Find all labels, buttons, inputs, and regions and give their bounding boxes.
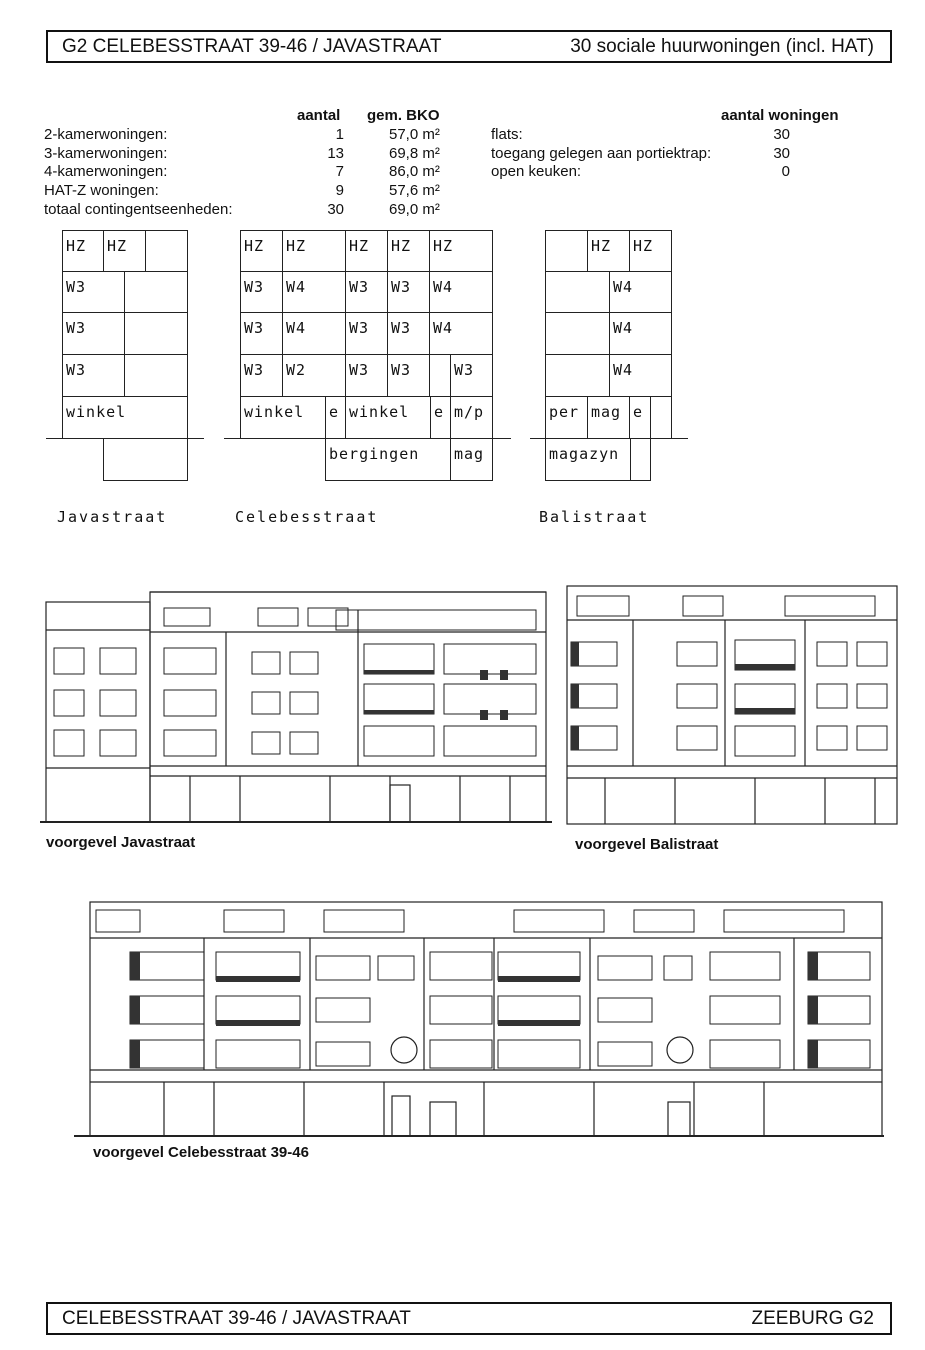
cell-hz: HZ <box>103 230 146 272</box>
row-aantal: 9 <box>335 182 344 199</box>
row-aantal: 1 <box>335 126 344 143</box>
cell-w3: W3 <box>387 271 430 313</box>
ground-line <box>530 438 688 439</box>
cell-empty <box>124 271 188 313</box>
cell-empty <box>545 354 610 397</box>
row-bko: 57,0 m² <box>389 126 440 143</box>
side-row-value: 0 <box>781 163 790 180</box>
ground-line <box>224 438 511 439</box>
cell-empty <box>545 271 610 313</box>
cell-winkel: winkel <box>62 396 188 439</box>
cell-empty <box>124 312 188 355</box>
cell-w4: W4 <box>609 354 672 397</box>
col-bko-header: gem. BKO <box>367 107 440 124</box>
street-celebes: Celebesstraat <box>235 508 379 526</box>
elevation-balistraat <box>565 580 905 830</box>
cell-mag: mag <box>450 438 493 481</box>
row-label: 2-kamerwoningen: <box>44 126 168 143</box>
side-row-label: open keuken: <box>491 163 582 180</box>
cell-e: e <box>629 396 651 439</box>
cell-hz: HZ <box>387 230 430 272</box>
header-title: G2 CELEBESSTRAAT 39-46 / JAVASTRAAT <box>62 36 442 57</box>
cell-empty <box>103 438 188 481</box>
elevation-javastraat <box>40 580 552 830</box>
row-label: totaal contingentseenheden: <box>44 201 233 218</box>
elevation-celebesstraat <box>74 890 884 1145</box>
cell-w3: W3 <box>450 354 493 397</box>
cell-mp: m/p <box>450 396 493 439</box>
cell-winkel: winkel <box>240 396 326 439</box>
cell-empty <box>429 354 451 397</box>
cell-bergingen: bergingen <box>325 438 451 481</box>
cell-empty <box>124 354 188 397</box>
cell-hz: HZ <box>345 230 388 272</box>
cell-hz: HZ <box>62 230 104 272</box>
cell-e: e <box>430 396 451 439</box>
side-col-header: aantal woningen <box>721 107 839 124</box>
cell-w3: W3 <box>387 354 430 397</box>
cell-empty <box>630 438 651 481</box>
cell-w4: W4 <box>609 271 672 313</box>
caption-java: voorgevel Javastraat <box>46 834 196 851</box>
cell-w4: W4 <box>282 312 346 355</box>
street-java: Javastraat <box>57 508 168 526</box>
side-row-label: toegang gelegen aan portiektrap: <box>491 145 712 162</box>
cell-w4: W4 <box>282 271 346 313</box>
row-label: HAT-Z woningen: <box>44 182 159 199</box>
row-aantal: 7 <box>335 163 344 180</box>
cell-hz: HZ <box>629 230 672 272</box>
row-bko: 86,0 m² <box>389 163 440 180</box>
cell-magazyn: magazyn <box>545 438 631 481</box>
cell-w4: W4 <box>429 312 493 355</box>
cell-w4: W4 <box>429 271 493 313</box>
cell-mag: mag <box>587 396 630 439</box>
ground-line <box>46 438 204 439</box>
caption-celebes: voorgevel Celebesstraat 39-46 <box>93 1144 309 1161</box>
footer-box <box>46 1302 892 1335</box>
cell-w3: W3 <box>345 271 388 313</box>
side-row-value: 30 <box>773 145 790 162</box>
cell-w3: W3 <box>62 312 125 355</box>
cell-empty <box>545 312 610 355</box>
row-label: 4-kamerwoningen: <box>44 163 168 180</box>
side-row-label: flats: <box>491 126 523 143</box>
cell-w2: W2 <box>282 354 346 397</box>
cell-w3: W3 <box>62 271 125 313</box>
side-row-value: 30 <box>773 126 790 143</box>
caption-bali: voorgevel Balistraat <box>575 836 719 853</box>
cell-empty <box>545 230 588 272</box>
cell-e: e <box>325 396 346 439</box>
cell-w3: W3 <box>240 271 283 313</box>
row-aantal: 13 <box>327 145 344 162</box>
cell-winkel: winkel <box>345 396 431 439</box>
row-aantal: 30 <box>327 201 344 218</box>
cell-per: per <box>545 396 588 439</box>
footer-title: CELEBESSTRAAT 39-46 / JAVASTRAAT <box>62 1308 411 1329</box>
cell-hz: HZ <box>429 230 493 272</box>
cell-w4: W4 <box>609 312 672 355</box>
row-bko: 69,0 m² <box>389 201 440 218</box>
cell-empty <box>650 396 672 439</box>
cell-w3: W3 <box>240 312 283 355</box>
row-label: 3-kamerwoningen: <box>44 145 168 162</box>
cell-w3: W3 <box>345 312 388 355</box>
cell-w3: W3 <box>387 312 430 355</box>
cell-w3: W3 <box>240 354 283 397</box>
row-bko: 69,8 m² <box>389 145 440 162</box>
row-bko: 57,6 m² <box>389 182 440 199</box>
cell-empty <box>145 230 188 272</box>
header-summary: 30 sociale huurwoningen (incl. HAT) <box>570 36 874 57</box>
street-bali: Balistraat <box>539 508 650 526</box>
footer-district: ZEEBURG G2 <box>751 1308 874 1329</box>
cell-hz: HZ <box>587 230 630 272</box>
cell-hz: HZ <box>240 230 283 272</box>
cell-w3: W3 <box>62 354 125 397</box>
cell-hz: HZ <box>282 230 346 272</box>
header-box <box>46 30 892 63</box>
col-aantal-header: aantal <box>297 107 341 124</box>
cell-w3: W3 <box>345 354 388 397</box>
